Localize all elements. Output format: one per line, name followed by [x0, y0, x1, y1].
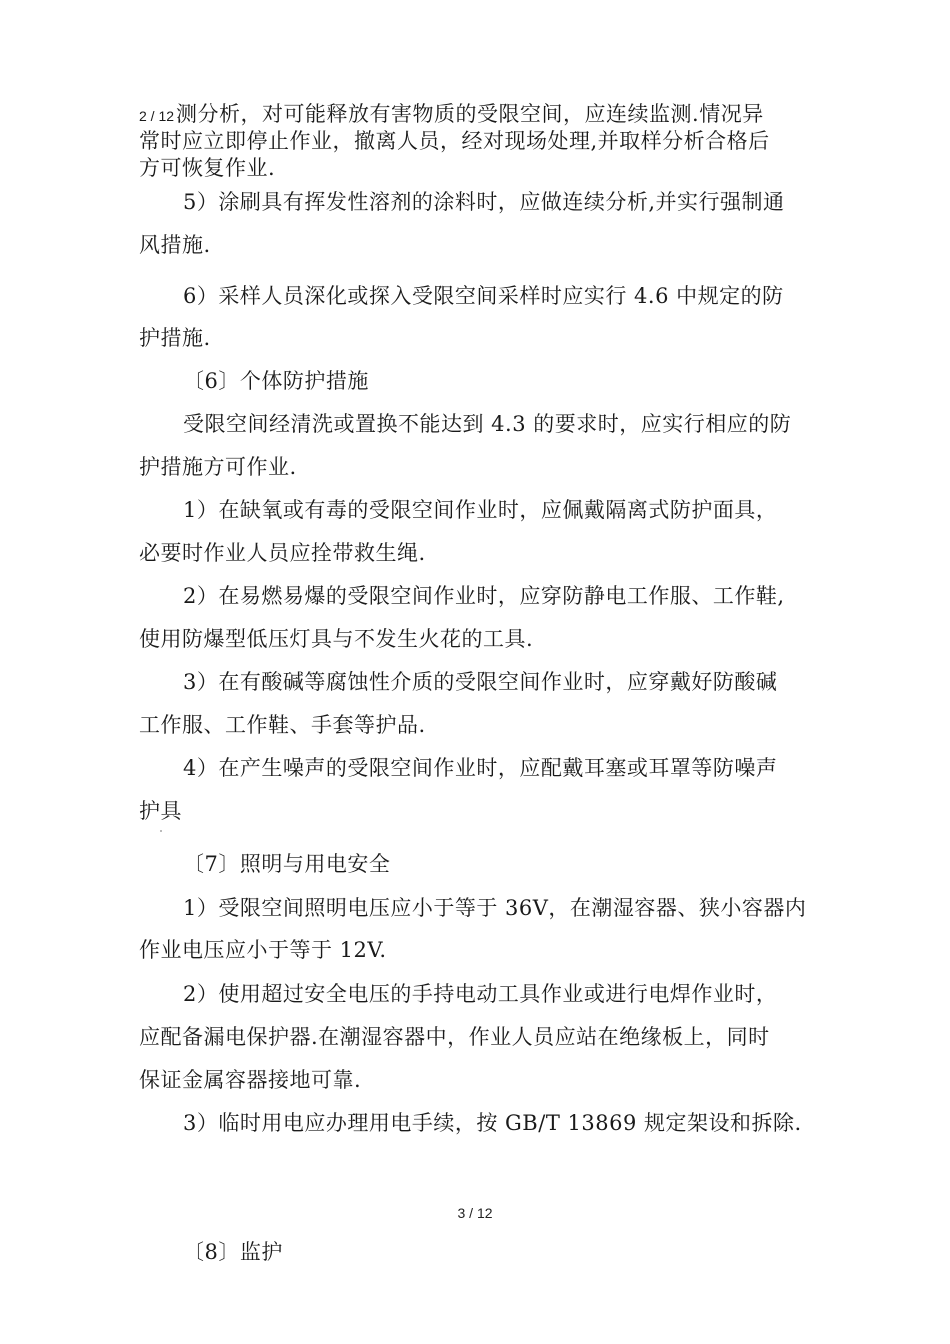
text-line-4: 5）涂刷具有挥发性溶剂的涂料时，应做连续分析,并实行强制通 — [183, 190, 785, 214]
text-line-15: 3）在有酸碱等腐蚀性介质的受限空间作业时，应穿戴好防酸碱 — [183, 670, 778, 694]
text-line-6: 6）采样人员深化或探入受限空间采样时应实行 4.6 中规定的防 — [183, 284, 784, 308]
text-line-20: 1）受限空间照明电压应小于等于 36V，在潮湿容器、狭小容器内 — [183, 896, 807, 920]
text-line-9: 受限空间经清洗或置换不能达到 4.3 的要求时，应实行相应的防 — [183, 412, 792, 436]
text-line-24: 保证金属容器接地可靠. — [139, 1068, 362, 1092]
text-line-25: 3）临时用电应办理用电手续，按 GB/T 13869 规定架设和拆除. — [183, 1111, 802, 1135]
text-line-23: 应配备漏电保护器.在潮湿容器中，作业人员应站在绝缘板上，同时 — [139, 1025, 770, 1049]
header-page-ref: 2 / 12 — [139, 108, 175, 124]
text-line-17: 4）在产生噪声的受限空间作业时，应配戴耳塞或耳罩等防噪声 — [183, 756, 778, 780]
page-number-footer: 3 / 12 — [457, 1205, 493, 1221]
section-heading-6: 〔6〕个体防护措施 — [183, 369, 369, 393]
text-line-7: 护措施. — [139, 326, 211, 350]
text-line-2: 常时应立即停止作业，撤离人员，经对现场处理,并取样分析合格后 — [139, 129, 770, 153]
text-line-11: 1）在缺氧或有毒的受限空间作业时，应佩戴隔离式防护面具， — [183, 498, 778, 522]
section-heading-7: 〔7〕照明与用电安全 — [183, 852, 391, 876]
text-line-21: 作业电压应小于等于 12V. — [139, 938, 387, 962]
text-line-10: 护措施方可作业. — [139, 455, 297, 479]
text-line-5: 风措施. — [139, 233, 211, 257]
text-line-13: 2）在易燃易爆的受限空间作业时，应穿防静电工作服、工作鞋, — [183, 584, 785, 608]
text-line-14: 使用防爆型低压灯具与不发生火花的工具. — [139, 627, 534, 651]
text-line-12: 必要时作业人员应拴带救生绳. — [139, 541, 426, 565]
text-line-22: 2）使用超过安全电压的手持电动工具作业或进行电焊作业时， — [183, 982, 778, 1006]
text-line-3: 方可恢复作业. — [139, 156, 276, 180]
text-line-16: 工作服、工作鞋、手套等护品. — [139, 713, 426, 737]
text-line-18: 护具 — [139, 799, 182, 823]
section-heading-8: 〔8〕监护 — [183, 1240, 283, 1264]
text-line-1: 2 / 12测分析，对可能释放有害物质的受限空间，应连续监测.情况异 — [139, 102, 764, 126]
stray-mark — [160, 830, 162, 832]
